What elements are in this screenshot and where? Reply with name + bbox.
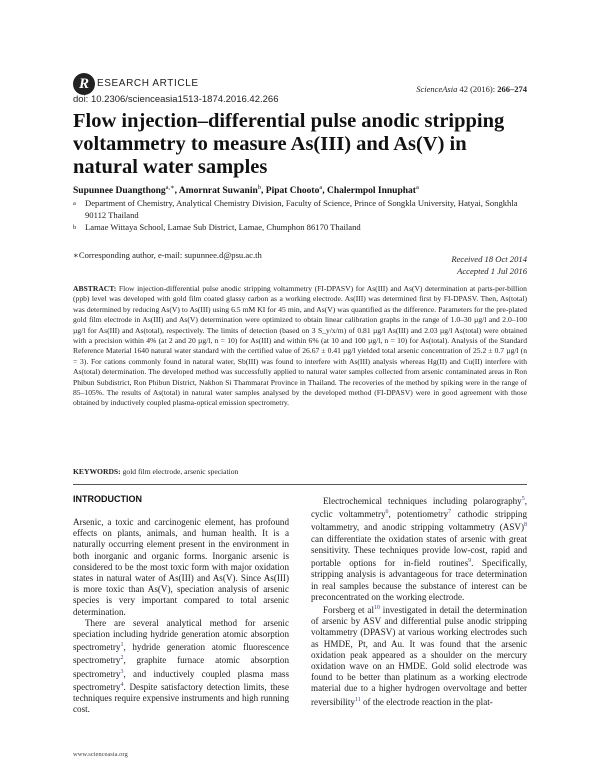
paper-title: Flow injection–differential pulse anodic stripping voltammetry to measure As(III) and As(V) in natural water samples [73, 110, 505, 178]
author-name: Pipat Chooto [265, 186, 320, 197]
paragraph: There are several analytical method for arsenic speciation including hydride generation atomic absorption spectrometry$^1$, hydride generation atomic fluorescence spectrometry$^2$, graphite furnace atomic absorption spectrometry$^3$, and inductively coupled plasma mass spectrometry$^4$. Despite satisfactory detection limits, these techniques require expensive instruments and high running cost. [73, 617, 289, 715]
left-column [73, 517, 289, 716]
author-name: Chalermpol Innuphat [326, 186, 416, 197]
citation-link[interactable]: 4 [120, 681, 124, 688]
citation-link[interactable]: 5 [521, 496, 525, 502]
affiliation-b [73, 222, 533, 234]
paragraph: Arsenic, a toxic and carcinogenic element, has profound effects on plants, animals, and human health. It is a naturally occurring element present in the environment in both inorganic and organic forms. Inorganic arsenic is considered to be the most toxic form with major oxidation states in natural water of As(III) and As(V). Since As(III) is more toxic than As(V), speciation analysis of arsenic species is very important compared to total arsenic determination. [73, 517, 289, 617]
affiliation-a [73, 198, 533, 221]
journal-volume: 42 (2016): [459, 84, 496, 94]
journal-name: ScienceAsia [416, 84, 458, 94]
citation-link[interactable]: 9 [468, 558, 472, 565]
citation-link[interactable]: 1 [120, 642, 124, 649]
article-type-label: ESEARCH ARTICLE [97, 78, 199, 89]
abstract-label: ABSTRACT: [73, 284, 117, 293]
author-affil-mark: a [415, 184, 419, 191]
doi-text[interactable]: doi: 10.2306/scienceasia1513-1874.2016.42.266 [73, 94, 279, 105]
footer-url[interactable]: www.scienceasia.org [73, 751, 128, 758]
affiliation-mark: b [73, 224, 77, 231]
citation-link[interactable]: 2 [120, 655, 124, 662]
citation-link[interactable]: 6 [385, 509, 389, 516]
citation-link[interactable]: 11 [354, 696, 361, 703]
right-column [311, 494, 527, 708]
author-name: Amornrat Suwanin [178, 186, 258, 197]
accepted-date: Accepted 1 Jul 2016 [457, 266, 527, 276]
keywords-text: gold film electrode, arsenic speciation [122, 467, 239, 476]
journal-citation [416, 84, 527, 94]
paragraph: Forsberg et $al^{10}$ investigated in detail the determination of arsenic by ASV and differential pulse anodic stripping voltammetry (DPASV) at various working electrodes such as HMDE, Pt, and Au. It was found that the arsenic oxidation peak appeared as a shoulder on the mercury oxidation wave on an HMDE. Gold solid electrode was found to be better than platinum as a working electrode material due to a higher hydrogen overvoltage and better reversibility$^{11}$ of the electrode reaction in the plat- [311, 604, 527, 707]
citation-link[interactable]: 3 [120, 668, 124, 675]
paragraph: Electrochemical techniques including polarography$^5$, cyclic voltammetry$^6$, potentiometry$^7$ cathodic stripping voltammetry, and anodic stripping voltammetry (ASV)$^8$ can differentiate the oxidation states of arsenic with great sensitivity. These techniques provide low-cost, rapid and portable options for in-field routines$^9$. Specifically, stripping analysis is advantageous for trace determination in real samples because the substance of interest can be preconcentrated on the working electrode. [311, 496, 528, 602]
author-name: Supunnee Duangthong [73, 186, 166, 197]
abstract-text: Flow injection-differential pulse anodic stripping voltammetry (FI-DPASV) for As(III) and As(V) determination at parts-per-billion (ppb) level was developed with gold film coated glassy carbon as a working electrode. As(III) was determined first by FI-DPASV. Then, As(total) was determined by reducing As(V) to As(III) using 6.5 mM KI for 45 min, and As(V) was quantified as the difference. Parameters for the pre-plated gold film electrode in As(III) and As(V) determination were optimized to obtain linear calibration graphs in the range of 1.0–30 µg/l and 2.0–100 µg/l for As(III) and As(total), respectively. The limits of detection (based on 3 S_y/x/m) of 0.81 µg/l As(III) and 2.03 µg/l As(total) were obtained with a precision within 4% (at 2 and 20 µg/l, n = 10) for As(III) and within 6% (at 10 and 100 µg/l, n = 10) for As(total). Analysis of the Standard Reference Material 1640 natural water standard with the certified value of 26.67 ± 0.41 µg/l yielded total arsenic concentration of 25.2 ± 0.7 µg/l (n = 3). For cations commonly found in natural water, Sb(III) was found to interfere with As(III) analysis whereas Hg(II) and Cu(II) interfere with As(total) determination. The developed method was successfully applied to natural water samples collected from arsenic contaminated areas in Ron Phibun Subdistrict, Ron Phibun District, Nakhon Si Thammarat Province in Thailand. The recoveries of the method by spiking were in the range of 85–105%. The results of As(total) in natural water samples analysed by the developed method (FI-DPASV) were in good agreement with those obtained by inductively coupled plasma-optical emission spectrometry. [73, 284, 527, 408]
introduction-heading: INTRODUCTION [73, 494, 142, 504]
section-divider [73, 484, 527, 485]
keywords [73, 467, 527, 476]
author-affil-mark: a,∗ [165, 184, 175, 191]
received-date: Received 18 Oct 2014 [451, 254, 527, 264]
journal-pages: 266–274 [497, 84, 527, 94]
keywords-label: KEYWORDS: [73, 467, 121, 476]
corresponding-author[interactable]: ∗Corresponding author, e-mail: supunnee.d@psu.ac.th [73, 250, 262, 260]
citation-link[interactable]: 7 [448, 509, 452, 516]
author-affil-mark: a [319, 184, 323, 191]
affiliation-text: Lamae Wittaya School, Lamae Sub District, Lamae, Chumphon 86170 Thailand [85, 222, 361, 232]
citation-link[interactable]: 8 [524, 522, 527, 529]
author-list: Supunnee Duangthong$^{a,∗}$, Amornrat Suwanin$^b$, Pipat Chooto$^a$, Chalermpol Innuphat$^a$ [73, 184, 419, 197]
affiliation-text: Department of Chemistry, Analytical Chemistry Division, Faculty of Science, Prince of Songkla University, Hatyai, Songkhla 90112 Thailand [85, 198, 518, 220]
article-dates [451, 253, 527, 277]
journal-logo: R [73, 73, 95, 95]
author-affil-mark: b [257, 184, 262, 191]
abstract [73, 284, 527, 409]
citation-link[interactable]: 10 [373, 604, 380, 611]
affiliation-mark: a [73, 200, 76, 207]
